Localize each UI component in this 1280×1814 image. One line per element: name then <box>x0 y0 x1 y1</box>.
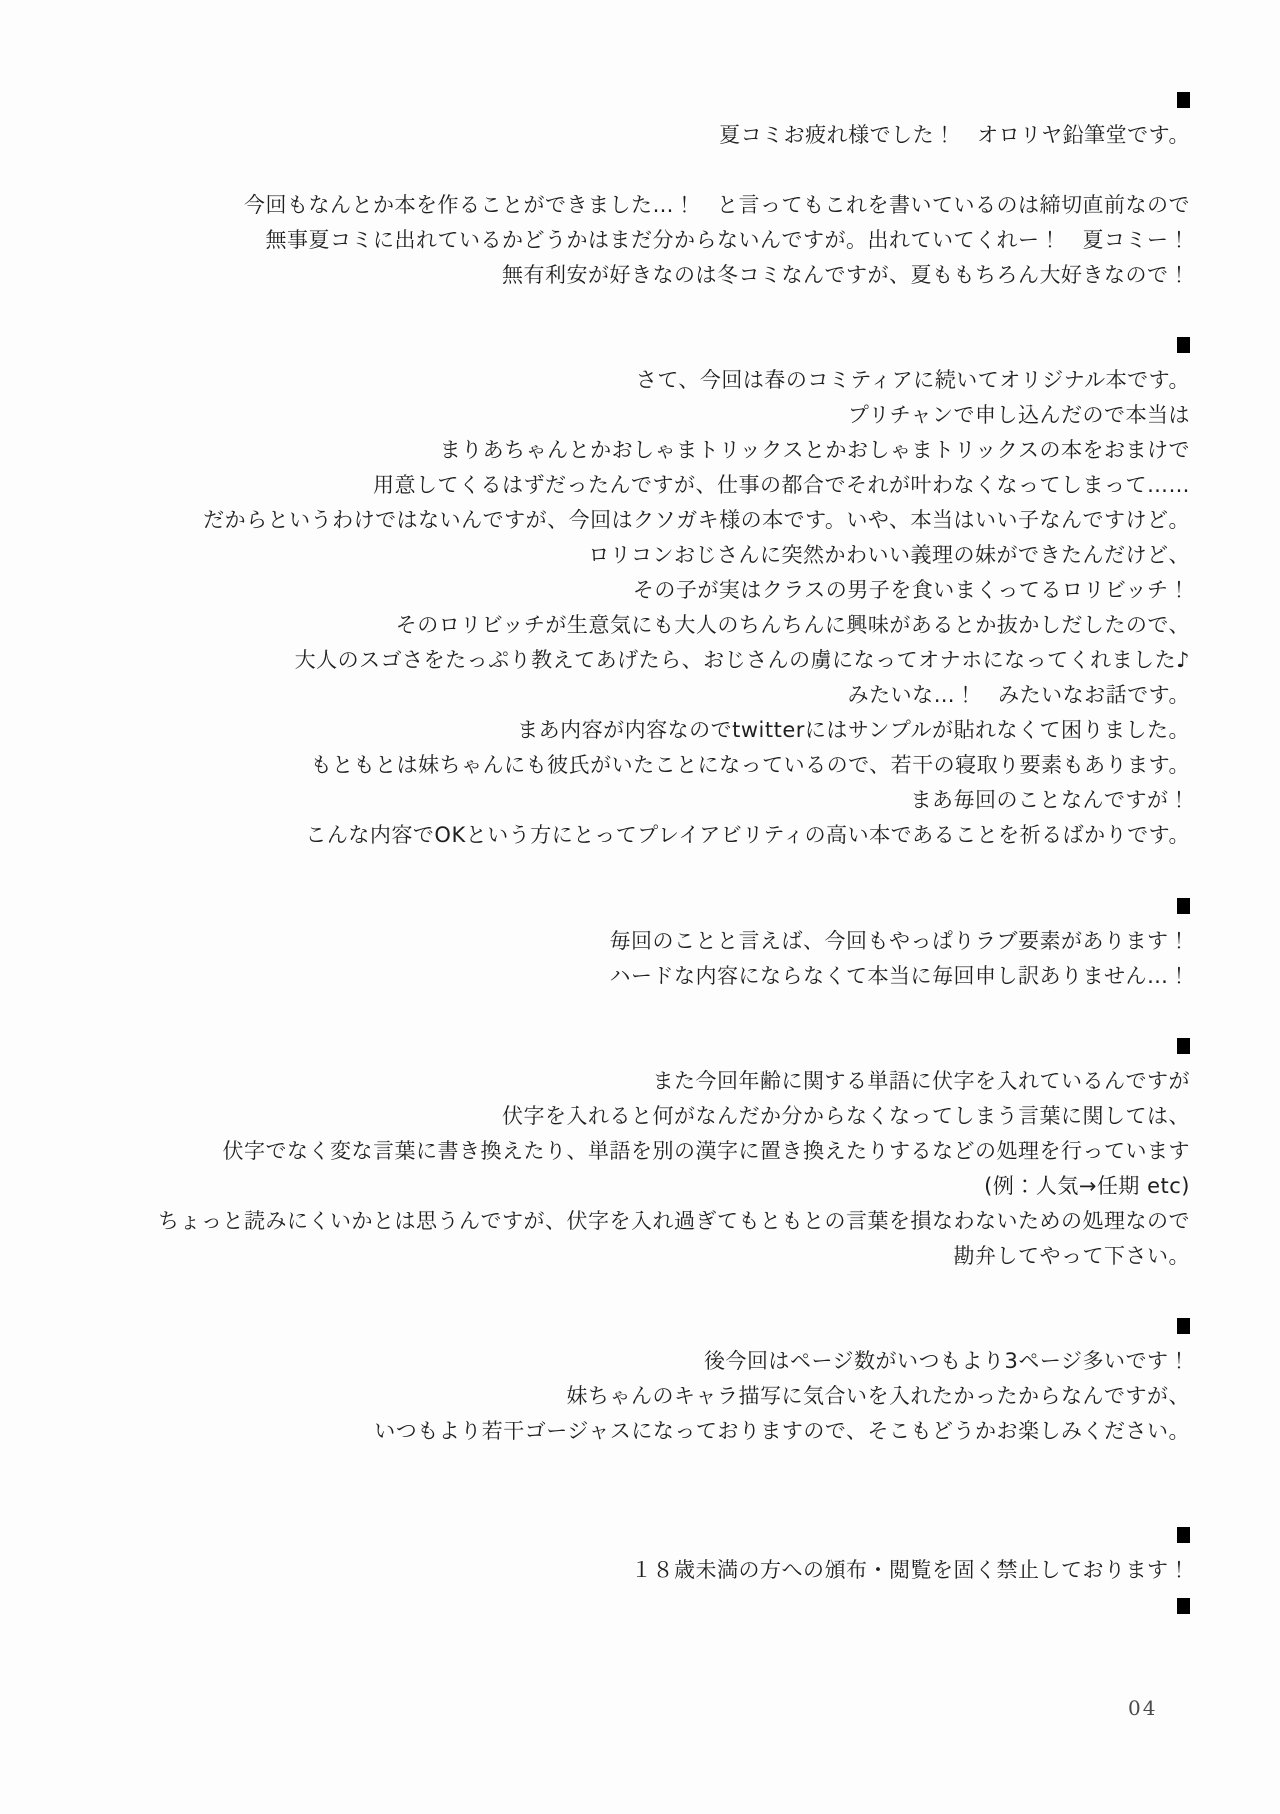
text-line: まあ内容が内容なのでtwitterにはサンプルが貼れなくて困りました。 <box>517 718 1190 742</box>
text-line: 無有利安が好きなのは冬コミなんですが、夏ももちろん大好きなので！ <box>502 263 1190 287</box>
text-line: まあ毎回のことなんですが！ <box>910 788 1190 812</box>
text-line: １８歳未満の方への頒布・閲覧を固く禁止しております！ <box>631 1558 1190 1582</box>
section-lines <box>60 1553 1190 1588</box>
section-age-restriction <box>60 1527 1190 1614</box>
text-line: そのロリビッチが生意気にも大人のちんちんに興味があるとか抜かしだしたので、 <box>395 613 1190 637</box>
text-line: ちょっと読みにくいかとは思うんですが、伏字を入れ過ぎてもともとの言葉を損なわないための処理なので <box>158 1209 1190 1233</box>
section-lines <box>60 363 1190 853</box>
section-marker-square <box>1177 1527 1190 1543</box>
text-line: 無事夏コミに出れているかどうかはまだ分からないんですが。出れていてくれー！ 夏コミー！ <box>265 228 1190 252</box>
page-number: 04 <box>1128 1696 1158 1720</box>
section-marker-square <box>1177 92 1190 108</box>
section-marker-square <box>1177 1318 1190 1334</box>
section-end-marker-square <box>1177 1598 1190 1614</box>
text-line: 妹ちゃんのキャラ描写に気合いを入れたかったからなんですが、 <box>566 1384 1190 1408</box>
text-line: 伏字でなく変な言葉に書き換えたり、単語を別の漢字に置き換えたりするなどの処理を行っています <box>222 1139 1190 1163</box>
section-marker-square <box>1177 1038 1190 1054</box>
text-line: こんな内容でOKという方にとってプレイアビリティの高い本であることを祈るばかりです。 <box>305 823 1190 847</box>
section-marker-square <box>1177 898 1190 914</box>
text-line <box>60 153 1190 188</box>
text-line: いつもより若干ゴージャスになっておりますので、そこもどうかお楽しみください。 <box>374 1419 1190 1443</box>
section-lines <box>60 118 1190 293</box>
text-line: だからというわけではないんですが、今回はクソガキ様の本です。いや、本当はいい子なんですけど。 <box>203 508 1190 532</box>
text-line: プリチャンで申し込んだので本当は <box>847 403 1190 427</box>
text-line: 毎回のことと言えば、今回もやっぱりラブ要素があります！ <box>609 929 1190 953</box>
text-line: みたいな…！ みたいなお話です。 <box>847 683 1190 707</box>
text-line: もともとは妹ちゃんにも彼氏がいたことになっているので、若干の寝取り要素もあります。 <box>310 753 1190 777</box>
text-line: 用意してくるはずだったんですが、仕事の都合でそれが叶わなくなってしまって…… <box>373 473 1190 497</box>
text-line: 大人のスゴさをたっぷり教えてあげたら、おじさんの虜になってオナホになってくれました♪ <box>294 648 1190 672</box>
text-line: その子が実はクラスの男子を食いまくってるロリビッチ！ <box>632 578 1190 602</box>
text-line: ロリコンおじさんに突然かわいい義理の妹ができたんだけど、 <box>588 543 1190 567</box>
text-line: また今回年齢に関する単語に伏字を入れているんですが <box>652 1069 1190 1093</box>
section-greeting <box>60 92 1190 293</box>
text-line: まりあちゃんとかおしゃまトリックスとかおしゃまトリックスの本をおまけで <box>439 438 1190 462</box>
text-line: 夏コミお疲れ様でした！ オロリヤ鉛筆堂です。 <box>719 123 1190 147</box>
section-censoring-note <box>60 1038 1190 1274</box>
text-line: 伏字を入れると何がなんだか分からなくなってしまう言葉に関しては、 <box>502 1104 1190 1128</box>
text-line: 勘弁してやって下さい。 <box>953 1244 1190 1268</box>
section-lines <box>60 924 1190 994</box>
section-lines <box>60 1064 1190 1274</box>
section-lines <box>60 1344 1190 1449</box>
text-line: (例：人気→任期 etc) <box>984 1174 1190 1198</box>
section-page-count <box>60 1318 1190 1449</box>
section-love-element <box>60 898 1190 994</box>
section-book-intro <box>60 337 1190 853</box>
section-marker-square <box>1177 337 1190 353</box>
text-line: さて、今回は春のコミティアに続いてオリジナル本です。 <box>635 368 1190 392</box>
text-line: 後今回はページ数がいつもより3ページ多いです！ <box>703 1349 1190 1373</box>
text-line: ハードな内容にならなくて本当に毎回申し訳ありません…！ <box>609 964 1190 988</box>
text-line: 今回もなんとか本を作ることができました…！ と言ってもこれを書いているのは締切直前なので <box>244 193 1190 217</box>
